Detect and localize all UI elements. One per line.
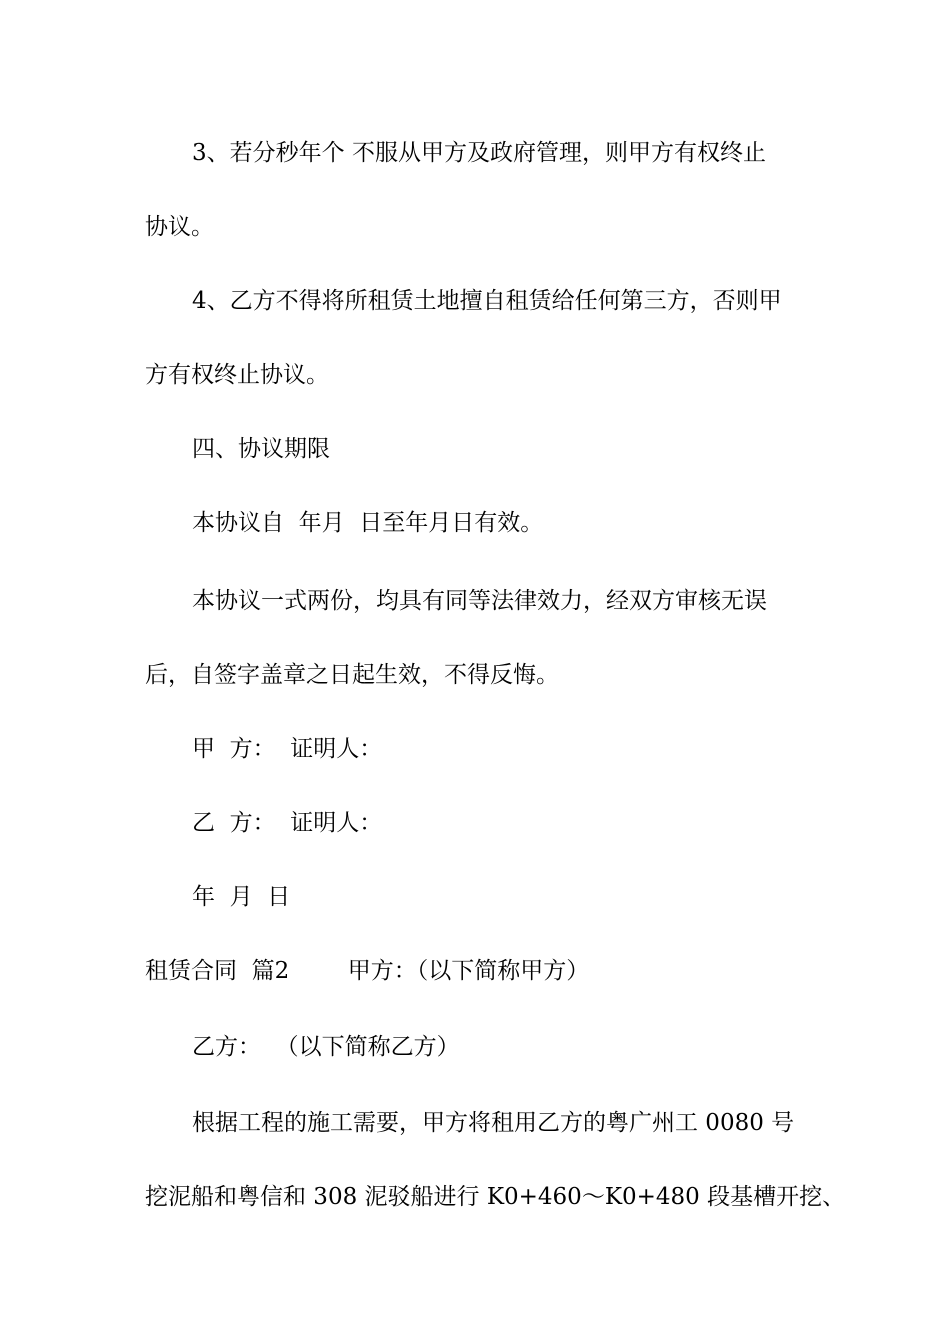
paragraph-effective-period: 本协议自 年月 日至年月日有效。 <box>192 510 544 536</box>
signature-party-b: 乙 方： 证明人： <box>192 810 383 836</box>
paragraph-copies-line-2: 后，自签字盖章之日起生效，不得反悔。 <box>145 662 559 688</box>
paragraph-clause-4-line-1: 4、乙方不得将所租赁土地擅自租赁给任何第三方，否则甲 <box>192 288 782 314</box>
contract-2-heading: 租赁合同 篇2 甲方：（以下简称甲方） <box>145 958 590 984</box>
signature-party-a: 甲 方： 证明人： <box>192 736 383 762</box>
paragraph-clause-3-line-2: 协议。 <box>145 214 214 240</box>
contract-2-paragraph-line-1: 根据工程的施工需要，甲方将租用乙方的粤广州工 0080 号 <box>192 1110 795 1136</box>
contract-2-party-b: 乙方： （以下简称乙方） <box>192 1034 460 1060</box>
paragraph-clause-4-line-2: 方有权终止协议。 <box>145 362 329 388</box>
paragraph-clause-3-line-1: 3、若分秒年个 不服从甲方及政府管理，则甲方有权终止 <box>192 140 766 166</box>
contract-2-paragraph-line-2: 挖泥船和粤信和 308 泥驳船进行 K0+460～K0+480 段基槽开挖、 <box>145 1184 846 1210</box>
paragraph-copies-line-1: 本协议一式两份，均具有同等法律效力，经双方审核无误 <box>192 588 767 614</box>
section-heading-term: 四、协议期限 <box>192 436 330 462</box>
signature-date: 年 月 日 <box>192 884 291 910</box>
